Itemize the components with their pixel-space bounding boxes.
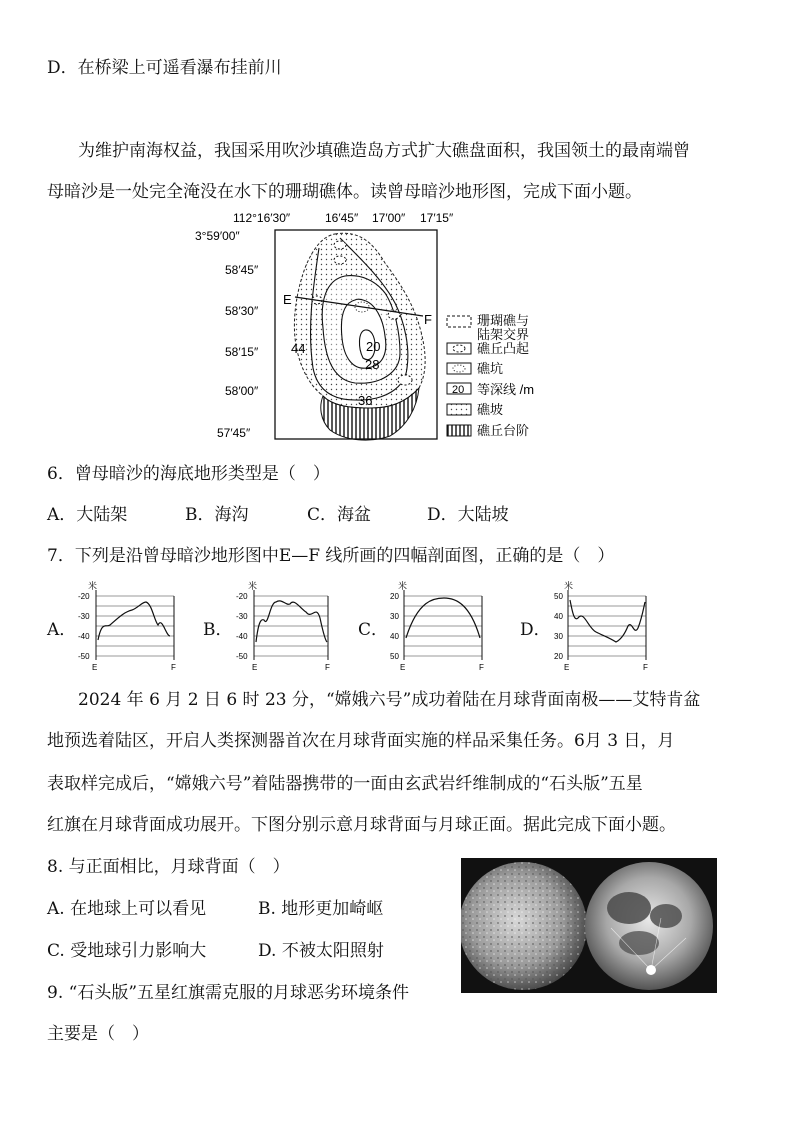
q6-option-c: C．海盆 [307,505,372,525]
profile-b-unit: 米 [248,581,258,591]
lat-label-3: 58′30″ [225,304,259,318]
profile-a-f: F [171,663,176,672]
profile-a-e: E [92,663,98,672]
profile-c-tick-2: 30 [390,612,399,621]
profile-c-tick-1: 20 [390,592,399,601]
intro2-line1: 2024 年 6 月 2 日 6 时 23 分，“嫦娥六号”成功着陆在月球背面南极——艾特肯盆 [78,690,701,710]
profile-c-tick-4: 50 [390,652,399,661]
profile-d-tick-3: 30 [554,632,563,641]
moon-far-side-texture [461,862,587,990]
profile-c-unit: 米 [398,581,408,591]
q7-option-b: B． [203,620,233,640]
moon-mare-1 [607,892,651,924]
profile-c-curve [406,598,480,638]
legend-pit-label: 礁坑 [477,361,504,376]
profile-a-tick-3: -40 [78,632,90,641]
q9-stem-line2: 主要是（ ） [47,1024,149,1044]
profile-b-tick-1: -20 [236,592,248,601]
legend-mound-label: 礁丘凸起 [477,341,530,356]
profile-a-unit: 米 [88,581,98,591]
legend-boundary-label-2: 陆架交界 [477,327,530,342]
legend-terrace-label: 礁丘台阶 [477,423,530,438]
depth-label-20: 20 [366,339,381,354]
legend-slope-label: 礁坡 [477,402,504,417]
lon-label-3: 17′00″ [372,211,406,225]
legend-boundary-label-1: 珊瑚礁与 [477,313,530,328]
q6-stem: 6．曾母暗沙的海底地形类型是（ ） [47,464,330,484]
mound-4 [398,375,412,385]
profile-b-tick-3: -40 [236,632,248,641]
q8-option-a: A. 在地球上可以看见 [47,899,207,919]
profile-a [74,580,184,672]
lon-label-2: 16′45″ [325,211,359,225]
moon-photo [461,858,717,993]
lon-label-1: 112°16′30″ [233,211,291,225]
legend-boundary-symbol [447,316,471,327]
lat-label-2: 58′45″ [225,263,259,277]
profile-c-e: E [400,663,406,672]
profile-d-tick-4: 20 [554,652,563,661]
legend-contour-label: 等深线 /m [477,382,535,397]
lat-label-6: 57′45″ [217,426,251,440]
moon-mare-2 [650,904,682,928]
point-e-label: E [283,292,292,307]
profile-c-f: F [479,663,484,672]
intro1-line2: 母暗沙是一处完全淹没在水下的珊瑚礁体。读曾母暗沙地形图，完成下面小题。 [47,182,642,202]
intro1-line1: 为维护南海权益，我国采用吹沙填礁造岛方式扩大礁盘面积，我国领土的最南端曾 [78,141,690,161]
profile-b-f: F [325,663,330,672]
q8-stem: 8. 与正面相比，月球背面（ ） [47,857,290,877]
profile-a-tick-4: -50 [78,652,90,661]
q9-stem-line1: 9. “石头版”五星红旗需克服的月球恶劣环境条件 [47,983,410,1003]
profile-a-curve [98,602,170,640]
intro2-line2: 地预选着陆区，开启人类探测器首次在月球背面实施的样品采集任务。6月 3 日，月 [47,731,675,751]
profile-d-tick-1: 50 [554,592,563,601]
mound-1 [334,241,346,249]
profile-d-tick-2: 40 [554,612,563,621]
profile-b-tick-4: -50 [236,652,248,661]
profile-b-tick-2: -30 [236,612,248,621]
point-f-label: F [424,312,432,327]
q7-stem: 7．下列是沿曾母暗沙地形图中E—F 线所画的四幅剖面图，正确的是（ ） [47,546,615,566]
profile-d-f: F [643,663,648,672]
legend-pit-symbol [453,365,465,372]
q6-option-d: D．大陆坡 [427,505,509,525]
lon-label-4: 17′15″ [420,211,454,225]
q8-option-b: B. 地形更加崎岖 [258,899,384,919]
intro2-line4: 红旗在月球背面成功展开。下图分别示意月球背面与月球正面。据此完成下面小题。 [47,815,676,835]
profile-d-e: E [564,663,570,672]
depth-label-28: 28 [365,357,380,372]
q6-option-b: B．海沟 [185,505,249,525]
profile-a-tick-2: -30 [78,612,90,621]
depth-label-36: 36 [358,393,373,408]
lat-label-5: 58′00″ [225,384,259,398]
profile-b-e: E [252,663,258,672]
mound-2 [334,256,346,264]
legend-slope-symbol [447,404,471,415]
q5-option-d: D．在桥梁上可遥看瀑布挂前川 [47,58,282,78]
q7-option-a: A． [47,620,77,640]
q6-option-a: A．大陆架 [47,505,128,525]
depth-label-44: 44 [291,341,306,356]
profile-a-tick-1: -20 [78,592,90,601]
lat-label-4: 58′15″ [225,345,259,359]
profile-d [544,580,654,672]
profile-c [382,580,492,672]
lat-label-1: 3°59′00″ [195,229,240,243]
q8-option-d: D. 不被太阳照射 [258,941,384,961]
q8-option-c: C. 受地球引力影响大 [47,941,207,961]
legend-terrace-symbol [447,425,471,436]
intro2-line3: 表取样完成后，“嫦娥六号”着陆器携带的一面由玄武岩纤维制成的“石头版”五星 [47,774,643,794]
q7-option-c: C． [358,620,389,640]
q7-option-d: D． [520,620,551,640]
profile-d-unit: 米 [564,581,574,591]
profile-b [228,580,338,672]
legend-contour-number: 20 [452,384,465,396]
reef-map [195,208,570,448]
profile-c-tick-3: 40 [390,632,399,641]
legend-mound-symbol [453,345,465,352]
